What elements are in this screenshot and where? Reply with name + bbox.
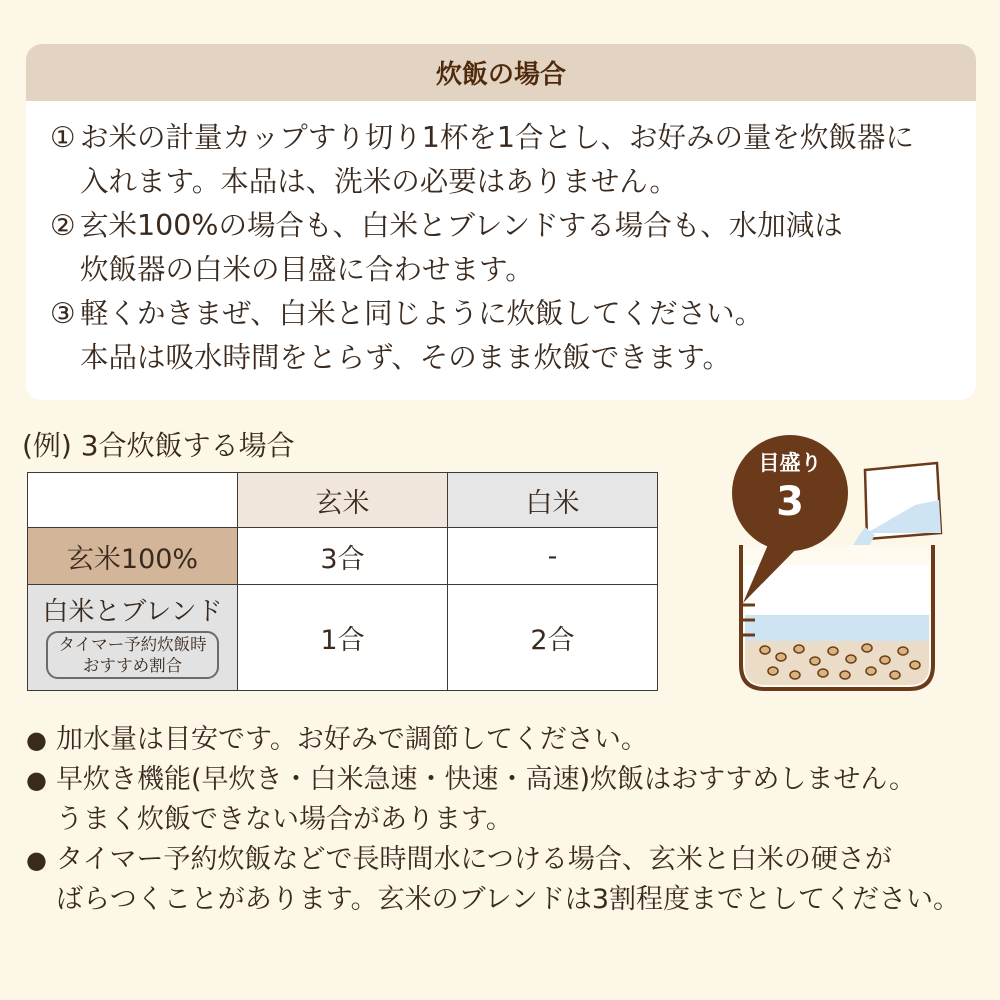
blend-note-line: タイマー予約炊飯時	[58, 634, 207, 654]
note-item	[26, 720, 990, 760]
step-text-cont: 入れます。本品は、洗米の必要はありません。	[80, 165, 678, 198]
step-item	[50, 116, 966, 204]
note-text-cont: うまく炊飯できない場合があります。	[56, 804, 513, 835]
blend-note-line: おすすめ割合	[82, 655, 183, 675]
table-header-row	[28, 473, 658, 528]
table-row	[28, 585, 658, 691]
notes-list	[26, 720, 990, 920]
table-cell: 2合	[448, 585, 658, 691]
column-header-genmai: 玄米	[238, 473, 448, 528]
step-text: 軽くかきまぜ、白米と同じように炊飯してください。	[80, 297, 764, 330]
step-text-cont: 炊飯器の白米の目盛に合わせます。	[80, 253, 534, 286]
step-list	[50, 116, 966, 380]
water-mark-label: 目盛り	[758, 451, 822, 475]
table-cell: -	[448, 528, 658, 585]
bullet-icon: ●	[26, 726, 47, 754]
column-header-hakumai: 白米	[448, 473, 658, 528]
rice-cooker-illustration	[715, 435, 955, 700]
table-corner-cell	[28, 473, 238, 528]
step-text-cont: 本品は吸水時間をとらず、そのまま炊飯できます。	[80, 341, 731, 374]
step-number: ③	[50, 297, 76, 330]
note-text-cont: ばらつくことがあります。玄米のブレンドは3割程度までとしてください。	[56, 884, 960, 915]
table-row	[28, 528, 658, 585]
example-title: (例) 3合炊飯する場合	[22, 429, 295, 462]
bullet-icon: ●	[26, 766, 47, 794]
table-cell: 1合	[238, 585, 448, 691]
measuring-cup-icon	[865, 463, 941, 539]
blend-label: 白米とブレンド	[42, 596, 223, 627]
note-text: タイマー予約炊飯などで長時間水につける場合、玄米と白米の硬さが	[56, 844, 892, 875]
note-item	[26, 760, 990, 840]
ratio-table	[27, 472, 658, 691]
row-header-blend	[28, 585, 238, 691]
instruction-card	[26, 44, 976, 400]
step-text: お米の計量カップすり切り1杯を1合とし、お好みの量を炊飯器に	[80, 121, 914, 154]
note-text: 加水量は目安です。お好みで調節してください。	[56, 724, 648, 755]
bullet-icon: ●	[26, 846, 47, 874]
blend-note-badge	[46, 631, 218, 679]
step-item	[50, 204, 966, 292]
row-header-genmai100: 玄米100%	[28, 528, 238, 585]
card-title: 炊飯の場合	[26, 44, 976, 101]
note-item	[26, 840, 990, 920]
table-cell: 3合	[238, 528, 448, 585]
water-mark-number: 3	[776, 479, 804, 525]
step-number: ②	[50, 209, 76, 242]
step-text: 玄米100%の場合も、白米とブレンドする場合も、水加減は	[80, 209, 843, 242]
step-item	[50, 292, 966, 380]
step-number: ①	[50, 121, 76, 154]
note-text: 早炊き機能(早炊き・白米急速・快速・高速)炊飯はおすすめしません。	[56, 764, 916, 795]
